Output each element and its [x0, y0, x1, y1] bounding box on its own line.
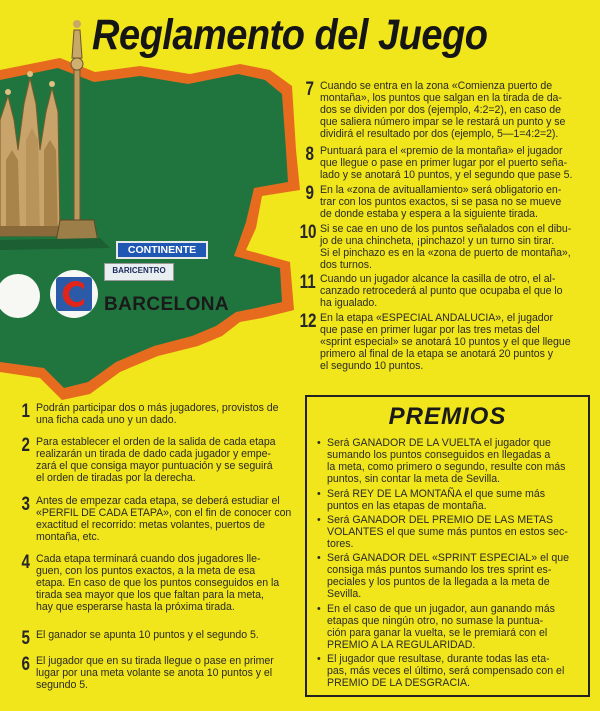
bullet-icon: • — [317, 514, 321, 526]
rule-line: En la etapa «ESPECIAL ANDALUCIA», el jugador — [320, 312, 553, 324]
continente-sign — [104, 241, 210, 290]
rule-text — [36, 553, 279, 613]
rule-3 — [18, 495, 300, 543]
rule-line: trar con los puntos exactos, si se pasa no se mueve — [320, 196, 562, 208]
premio-line: PREMIO DE LA DESGRACIA. — [327, 677, 471, 689]
rule-line: Puntuará para el «premio de la montaña» el jugador — [320, 145, 563, 157]
rule-line: dos turnos. — [320, 259, 372, 271]
premio-item — [317, 653, 582, 689]
rule-line: una ficha cada uno y un dado. — [36, 414, 177, 426]
premio-line: ción para ganar la vuelta, se le premiará con el — [327, 627, 548, 639]
premio-line: consiga más puntos sumando los tres sprint es- — [327, 564, 552, 576]
rule-number: 12 — [299, 311, 317, 332]
premio-line: pas, más veces el último, será compensado con el — [327, 665, 565, 677]
rule-line: tirada sea mayor que los que faltan para la meta, — [36, 589, 264, 601]
rule-text — [36, 402, 278, 426]
rule-line: canzado retrocederá al punto que ocupaba el que lo — [320, 285, 563, 297]
premio-line: Sevilla. — [327, 588, 362, 600]
rule-line: de donde estaba y espera a la siguiente tirada. — [320, 208, 538, 220]
store-subtitle: BARICENTRO — [104, 263, 174, 281]
rule-6 — [18, 655, 300, 691]
rule-text — [320, 145, 572, 181]
rule-line: Si se cae en uno de los puntos señalados con el dibu- — [320, 223, 572, 235]
rule-text — [320, 184, 561, 220]
bullet-icon: • — [317, 603, 321, 615]
rule-line: que llegue o pase en primer lugar por el puerto seña- — [320, 157, 568, 169]
rule-line: El jugador que en su tirada llegue o pase en primer — [36, 655, 274, 667]
rule-1 — [18, 402, 300, 426]
rule-text — [36, 629, 259, 641]
rule-line: jo de una chincheta, ¡pinchazo! y un turno sin tirar. — [320, 235, 555, 247]
premio-line: sumando los puntos conseguidos en llegadas a — [327, 449, 551, 461]
rule-line: Cuando se entra en la zona «Comienza puerto de — [320, 80, 553, 92]
bullet-icon: • — [317, 552, 321, 564]
rule-line: el segundo 10 puntos. — [320, 360, 424, 372]
rule-7 — [302, 80, 592, 140]
rule-line: lado y se anotará 10 puntos, y el segundo que pase 5. — [320, 169, 573, 181]
rule-10 — [296, 223, 592, 271]
page-title: Reglamento del Juego — [92, 12, 488, 60]
rule-number: 8 — [305, 144, 314, 165]
rule-line: etapa. En caso de que los puntos conseguidos en la — [36, 577, 280, 589]
premio-item — [317, 552, 582, 600]
continente-c-logo — [50, 270, 98, 318]
rule-text — [320, 312, 571, 372]
premio-line: puntos en las etapas de montaña. — [327, 500, 487, 512]
rule-text — [36, 655, 274, 691]
rule-number: 9 — [305, 183, 314, 204]
city-name: BARCELONA — [104, 294, 229, 315]
rule-line: dividirá el resultado por dos (ejemplo, 5—1=4:2=2). — [320, 128, 559, 140]
rule-line: zará el que consiga mayor puntuación y se seguirá — [36, 460, 273, 472]
rule-text — [320, 223, 571, 271]
premio-line: Será REY DE LA MONTAÑA el que sume más — [327, 488, 546, 500]
premio-line: Será GANADOR DEL «SPRINT ESPECIAL» el que — [327, 552, 569, 564]
premio-line: etapas que ningún otro, no sumase la puntua- — [327, 615, 544, 627]
rule-8 — [302, 145, 592, 181]
rule-line: el orden de tiradas por la derecha. — [36, 472, 196, 484]
rule-line: «PERFIL DE CADA ETAPA», con el fin de conocer con — [36, 507, 292, 519]
rule-line: lugar por una meta volante se anota 10 puntos y el — [36, 667, 273, 679]
premio-line: PREMIO A LA REGULARIDAD. — [327, 639, 476, 651]
rule-number: 10 — [299, 222, 317, 243]
rule-line: que pase en primer lugar por las tres metas del — [320, 324, 540, 336]
bullet-icon: • — [317, 488, 321, 500]
rule-line: Si el pinchazo es en la «zona de puerto de montaña», — [320, 247, 571, 259]
premio-item — [317, 603, 582, 651]
rule-number: 7 — [305, 79, 314, 100]
premio-line: VOLANTES el que sume más puntos en estos sec- — [327, 526, 568, 538]
rule-line: Para establecer el orden de la salida de cada etapa — [36, 436, 276, 448]
rule-text — [320, 80, 565, 140]
rule-line: realizarán un tirada de dado cada jugador y empe- — [36, 448, 271, 460]
rule-5 — [18, 629, 300, 648]
premio-line: tores. — [327, 538, 354, 550]
premio-line: Será GANADOR DEL PREMIO DE LAS METAS — [327, 514, 554, 526]
premio-line: El jugador que resultase, durante todas las eta- — [327, 653, 550, 665]
rule-line: montaña», los puntos que salgan en la tirada de da- — [320, 92, 562, 104]
rule-line: hay que esperarse hasta la próxima tirada. — [36, 601, 235, 613]
rule-2 — [18, 436, 300, 484]
rule-number: 2 — [21, 435, 30, 456]
bullet-icon: • — [317, 653, 321, 665]
premio-line: En el caso de que un jugador, aun ganando más — [327, 603, 555, 615]
rule-number: 11 — [299, 272, 316, 293]
premio-item — [317, 514, 582, 550]
rule-number: 6 — [21, 654, 30, 675]
premios-box — [305, 395, 590, 697]
rule-line: En la «zona de avituallamiento» será obligatorio en- — [320, 184, 562, 196]
rule-line: ha igualado. — [320, 297, 378, 309]
rule-line: El ganador se apunta 10 puntos y el segundo 5. — [36, 629, 259, 641]
rule-line: Antes de empezar cada etapa, se deberá estudiar el — [36, 495, 280, 507]
premio-item — [317, 437, 582, 485]
rule-line: Podrán participar dos o más jugadores, provistos de — [36, 402, 279, 414]
rule-number: 3 — [21, 494, 30, 515]
rule-number: 4 — [21, 552, 30, 573]
rule-line: dos se dividen por dos (ejemplo, 4:2=2), en caso de — [320, 104, 561, 116]
premios-title: PREMIOS — [388, 403, 507, 430]
rule-number: 5 — [21, 628, 30, 649]
premio-line: peciales y los puntos de la llegada a la meta de — [327, 576, 550, 588]
premio-line: Será GANADOR DE LA VUELTA el jugador que — [327, 437, 551, 449]
rule-line: Cuando un jugador alcance la casilla de otro, el al- — [320, 273, 556, 285]
rule-line: primero al final de la etapa se anotará 20 puntos y — [320, 348, 554, 360]
premio-line: la meta, como primero o segundo, resulte con más — [327, 461, 566, 473]
rule-9 — [302, 184, 592, 220]
rule-line: exactitud el recorrido: metas volantes, puertos de — [36, 519, 265, 531]
rule-line: «sprint especial» se anotará 10 puntos y el que llegue — [320, 336, 571, 348]
rule-11 — [296, 273, 592, 309]
rule-text — [320, 273, 563, 309]
bullet-icon: • — [317, 437, 321, 449]
rule-line: que saliera número impar se le restará un punto y se — [320, 116, 566, 128]
rule-line: Cada etapa terminará cuando dos jugadores lle- — [36, 553, 261, 565]
rule-line: segundo 5. — [36, 679, 88, 691]
rule-line: guen, con los puntos exactos, a la meta de esa — [36, 565, 256, 577]
rule-text — [36, 495, 291, 543]
rule-text — [36, 436, 276, 484]
rule-number: 1 — [21, 401, 30, 422]
rule-line: montaña, etc. — [36, 531, 100, 543]
rule-4 — [18, 553, 300, 613]
rule-12 — [296, 312, 592, 372]
premio-line: puntos, sin contar la meta de Sevilla. — [327, 473, 501, 485]
premio-item — [317, 488, 582, 512]
store-name: CONTINENTE — [116, 241, 208, 259]
